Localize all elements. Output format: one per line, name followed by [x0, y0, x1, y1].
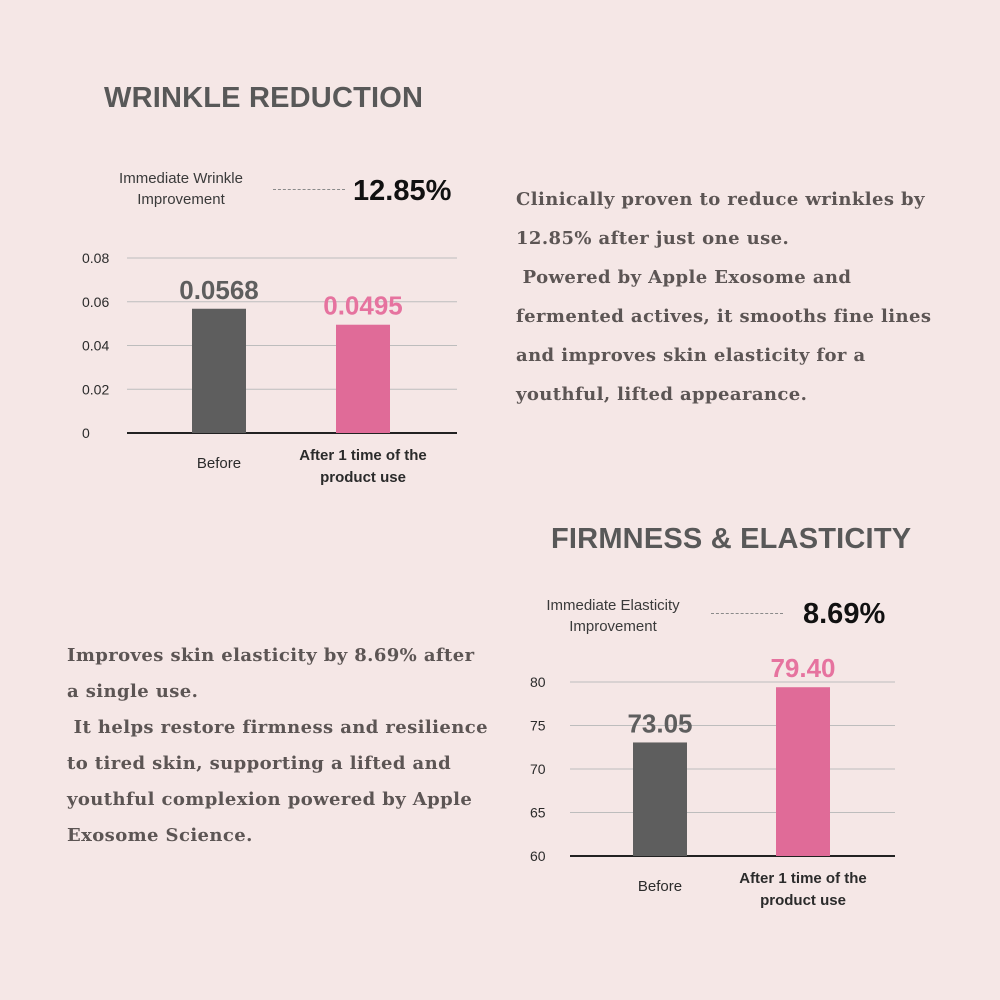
description-firmness	[67, 638, 488, 854]
description-line: youthful complexion powered by Apple	[67, 789, 473, 810]
description-line: youthful, lifted appearance.	[516, 384, 808, 405]
x-tick-label: Before	[637, 878, 683, 895]
data-label: 0.0495	[323, 290, 403, 321]
data-label: 0.0568	[179, 274, 259, 305]
metric-label-line: Immediate Elasticity	[546, 597, 680, 614]
metric-value-wrinkle: 12.85%	[353, 175, 452, 207]
data-label: 73.05	[627, 708, 693, 739]
section-title-wrinkle: WRINKLE REDUCTION	[104, 82, 424, 114]
description-line: Improves skin elasticity by 8.69% after	[67, 645, 475, 666]
metric-label-elasticity	[528, 595, 698, 637]
metric-label-line: Improvement	[569, 618, 657, 635]
description-line: and improves skin elasticity for a	[516, 345, 866, 366]
bar-after	[336, 325, 390, 433]
description-line: Exosome Science.	[67, 825, 253, 846]
y-tick-label: 80	[530, 674, 546, 690]
dashed-leader-line	[273, 189, 345, 190]
description-line: to tired skin, supporting a lifted and	[67, 753, 452, 774]
x-tick-label: Before	[196, 455, 242, 472]
description-line: a single use.	[67, 681, 199, 702]
description-line: Clinically proven to reduce wrinkles by	[516, 189, 925, 210]
y-tick-label: 75	[530, 717, 546, 734]
dashed-leader-line	[711, 613, 783, 614]
y-tick-label: 0.08	[82, 250, 110, 266]
section-title-firmness: FIRMNESS & ELASTICITY	[551, 523, 912, 555]
x-tick-label: After 1 time of the product use	[299, 447, 427, 486]
bar-before	[633, 742, 687, 856]
description-line: Powered by Apple Exosome and	[516, 267, 852, 288]
y-tick-label: 0.04	[82, 337, 110, 354]
y-tick-label: 70	[530, 761, 546, 777]
y-tick-label: 0	[82, 425, 90, 441]
x-tick-label: After 1 time of the product use	[739, 870, 867, 909]
y-tick-label: 0.02	[82, 381, 110, 398]
elasticity-bar-chart	[505, 640, 905, 920]
description-wrinkle	[516, 180, 931, 414]
metric-value-elasticity: 8.69%	[803, 598, 886, 630]
bar-after	[776, 687, 830, 856]
y-tick-label: 0.06	[82, 293, 110, 310]
metric-label-wrinkle	[96, 168, 266, 210]
y-tick-label: 60	[530, 848, 546, 864]
description-line: 12.85% after just one use.	[516, 228, 790, 249]
metric-label-line: Immediate Wrinkle	[119, 170, 243, 187]
description-line: fermented actives, it smooths fine lines	[516, 306, 932, 327]
description-line: It helps restore firmness and resilience	[67, 717, 488, 738]
wrinkle-bar-chart	[70, 240, 470, 490]
data-label: 79.40	[770, 653, 836, 684]
bar-before	[192, 309, 246, 433]
y-tick-label: 65	[530, 804, 546, 821]
metric-label-line: Improvement	[137, 191, 225, 208]
